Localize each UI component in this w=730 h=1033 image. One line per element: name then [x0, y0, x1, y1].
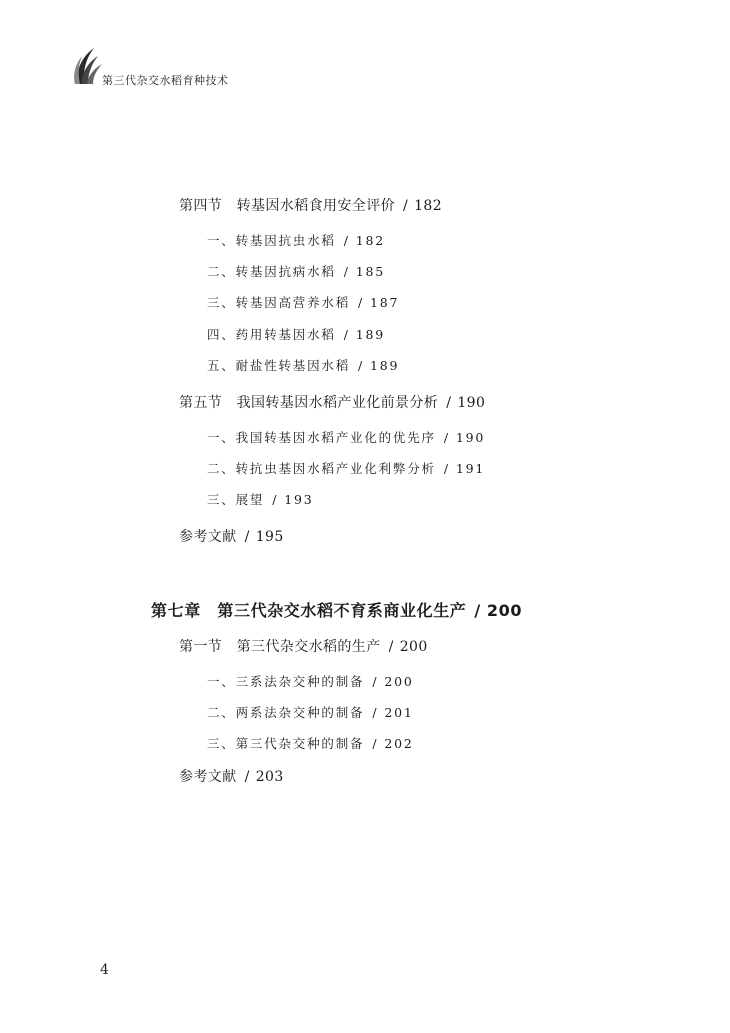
toc-separator: / [343, 327, 350, 342]
page-number: 4 [100, 962, 109, 978]
toc-separator: / [388, 639, 394, 655]
toc-page-number: 193 [284, 492, 314, 507]
toc-entry-title: 二、转基因抗病水稻 [207, 264, 336, 279]
toc-page-number: 200 [384, 674, 414, 689]
toc-separator: / [343, 233, 350, 248]
toc-separator: / [443, 430, 450, 445]
toc-separator: / [244, 529, 250, 545]
toc-entry-title: 二、两系法杂交种的制备 [207, 705, 365, 720]
toc-chapter[interactable] [151, 603, 522, 619]
toc-item[interactable] [207, 707, 414, 720]
toc-separator: / [358, 358, 365, 373]
toc-item[interactable] [207, 360, 399, 373]
toc-entry-title: 参考文献 [179, 769, 237, 785]
toc-item[interactable] [207, 329, 385, 342]
toc-separator: / [244, 769, 250, 785]
toc-page-number: 182 [355, 233, 385, 248]
toc-separator: / [372, 736, 379, 751]
toc-page-number: 182 [414, 198, 443, 214]
toc-page-number: 189 [355, 327, 385, 342]
toc-separator: / [272, 492, 279, 507]
toc-item[interactable] [207, 738, 414, 751]
toc-entry-title: 一、三系法杂交种的制备 [207, 674, 365, 689]
toc-item[interactable] [207, 266, 385, 279]
toc-entry-title: 一、我国转基因水稻产业化的优先序 [207, 430, 436, 445]
toc-page-number: 202 [384, 736, 414, 751]
toc-references[interactable] [179, 770, 284, 784]
toc-page-number: 201 [384, 705, 414, 720]
toc-entry-title: 三、展望 [207, 492, 265, 507]
toc-section[interactable] [179, 640, 428, 654]
toc-item[interactable] [207, 463, 485, 476]
toc-page-number: 190 [455, 430, 486, 445]
toc-separator: / [343, 264, 350, 279]
toc-entry-title: 一、转基因抗虫水稻 [207, 233, 336, 248]
toc-page-number: 187 [370, 295, 400, 310]
toc-entry-title: 第五节 我国转基因水稻产业化前景分析 [179, 395, 439, 411]
toc-page-number: 200 [486, 601, 523, 620]
toc-entry-title: 四、药用转基因水稻 [207, 327, 336, 342]
toc-item[interactable] [207, 494, 313, 507]
toc-item[interactable] [207, 432, 485, 445]
toc-page-number: 195 [255, 529, 284, 545]
running-header-title: 第三代杂交水稻育种技术 [102, 74, 229, 87]
toc-page-number: 189 [370, 358, 400, 373]
toc-separator: / [443, 461, 450, 476]
toc-entry-title: 第四节 转基因水稻食用安全评价 [179, 198, 395, 214]
toc-separator: / [358, 295, 365, 310]
toc-entry-title: 三、第三代杂交种的制备 [207, 736, 365, 751]
toc-entry-title: 第一节 第三代杂交水稻的生产 [179, 639, 381, 655]
toc-section[interactable] [179, 396, 485, 410]
toc-separator: / [372, 674, 379, 689]
toc-item[interactable] [207, 676, 414, 689]
toc-entry-title: 三、转基因高营养水稻 [207, 295, 351, 310]
toc-separator: / [474, 601, 481, 620]
toc-separator: / [446, 395, 452, 411]
toc-page-number: 191 [455, 461, 486, 476]
toc-item[interactable] [207, 235, 385, 248]
toc-separator: / [403, 198, 409, 214]
toc-entry-title: 五、耐盐性转基因水稻 [207, 358, 351, 373]
toc-page-number: 190 [457, 395, 486, 411]
toc-page-number: 203 [255, 769, 284, 785]
toc-entry-title: 参考文献 [179, 529, 237, 545]
toc-references[interactable] [179, 530, 284, 544]
toc-page-number: 185 [355, 264, 385, 279]
toc-entry-title: 第七章 第三代杂交水稻不育系商业化生产 [151, 601, 467, 620]
toc-entry-title: 二、转抗虫基因水稻产业化利弊分析 [207, 461, 436, 476]
toc-separator: / [372, 705, 379, 720]
toc-page-number: 200 [399, 639, 428, 655]
toc-item[interactable] [207, 297, 399, 310]
toc-section[interactable] [179, 199, 442, 213]
